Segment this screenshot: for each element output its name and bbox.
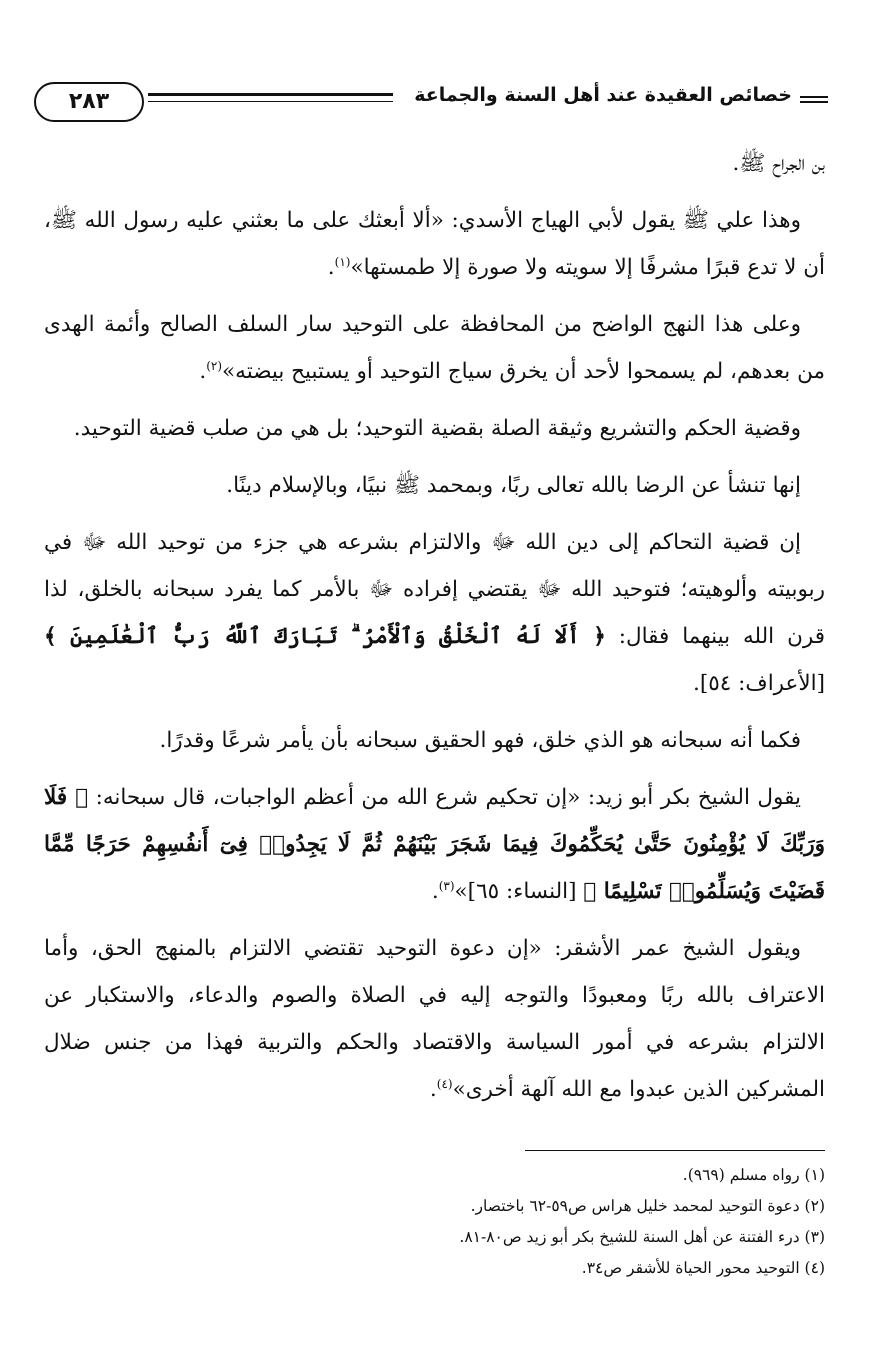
header-ornament [800,96,828,103]
paragraph-3: وعلى هذا النهج الواضح من المحافظة على التوحيد سار السلف الصالح وأئمة الهدى من بعدهم، لم يسمحوا لأحد أن يخرق سياج التوحيد أو يستبيح بيضته»$^{(٢)}$. [44,312,825,384]
paragraph-8: يقول الشيخ بكر أبو زيد: «إن تحكيم شرع الله من أعظم الواجبات، قال سبحانه: ﴿ فَلَا وَرَبِّكَ لَا يُؤْمِنُونَ حَتَّىٰ يُحَكِّمُوكَ فِيمَا شَجَرَ بَيْنَهُمْ ثُمَّ لَا يَجِدُوا۟ فِىٓ أَنفُسِهِمْ حَرَجًا مِّمَّا قَضَيْتَ وَيُسَلِّمُوا۟ تَسْلِيمًا ﴾ [النساء: ٦٥]»$^{(٣)}$. [44,785,825,904]
paragraph-2: وهذا علي ﷺ يقول لأبي الهياج الأسدي: «ألا أبعثك على ما بعثني عليه رسول الله ﷺ، أن لا تدع قبرًا مشرفًا إلا سويته ولا صورة إلا طمستها»$^{(١)}$. [44,208,825,280]
running-header [28,82,828,126]
footnote-1: (١) رواه مسلم (٩٦٩). [682,1166,825,1184]
verse-reference: [النساء: ٦٥]» [454,879,577,904]
footnotes [44,1160,825,1284]
verse-reference: [الأعراف: ٥٤]. [693,671,825,696]
header-title: خصائص العقيدة عند أهل السنة والجماعة [414,84,792,106]
quran-verse-araf: ﴿ أَلَا لَهُ ٱلْخَلْقُ وَٱلْأَمْرُ ۗ تَبَارَكَ ٱللَّهُ رَبُّ ٱلْعَٰلَمِينَ ﴾ [44,624,606,649]
paragraph-5: إنها تنشأ عن الرضا بالله تعالى ربًا، وبمحمد ﷺ نبيًا، وبالإسلام دينًا. [226,473,801,498]
footnote-ref-2: (٢) [206,358,223,373]
footnote-divider [525,1150,825,1151]
footnote-4: (٤) التوحيد محور الحياة للأشقر ص٣٤. [581,1259,825,1277]
footnote-3: (٣) درء الفتنة عن أهل السنة للشيخ بكر أبو زيد ص٨٠-٨١. [459,1228,825,1246]
footnote-ref-4: (٤) [436,1076,453,1091]
paragraph-4: وقضية الحكم والتشريع وثيقة الصلة بقضية التوحيد؛ بل هي من صلب قضية التوحيد. [73,416,801,441]
page-number: ٢٨٣ [34,82,144,122]
paragraph-9: ويقول الشيخ عمر الأشقر: «إن دعوة التوحيد تقتضي الالتزام بالمنهج الحق، وأما الاعتراف بالله ربًا ومعبودًا والتوجه إليه في الصلاة والصوم والدعاء، والاستكبار عن الالتزام بشرعه في أمور السياسة والاقتصاد والحكم والتربية فهذا من جنس ضلال المشركين الذين عبدوا مع الله آلهة أخرى»$^{(٤)}$. [44,936,825,1102]
header-rule [148,93,393,102]
footnote-ref-1: (١) [334,254,351,269]
main-text [44,140,825,1123]
quran-verse-nisa: ﴿ فَلَا وَرَبِّكَ لَا يُؤْمِنُونَ حَتَّىٰ يُحَكِّمُوكَ فِيمَا شَجَرَ بَيْنَهُمْ ثُمَّ لَا يَجِدُوا۟ فِىٓ أَنفُسِهِمْ حَرَجًا مِّمَّا قَضَيْتَ وَيُسَلِّمُوا۟ تَسْلِيمًا ﴾ [44,785,825,904]
paragraph-6: إن قضية التحاكم إلى دين الله ﷻ والالتزام بشرعه هي جزء من توحيد الله ﷻ في ربوبيته وألوهيته؛ فتوحيد الله ﷻ يقتضي إفراده ﷻ بالأمر كما يفرد سبحانه بالخلق، لذا قرن الله بينهما فقال: ﴿ أَلَا لَهُ ٱلْخَلْقُ وَٱلْأَمْرُ ۗ تَبَارَكَ ٱللَّهُ رَبُّ ٱلْعَٰلَمِينَ ﴾ [الأعراف: ٥٤]. [44,530,825,696]
paragraph-1: بن الجراح ﷺ. [732,151,825,176]
footnote-ref-3: (٣) [438,878,455,893]
footnote-2: (٢) دعوة التوحيد لمحمد خليل هراس ص٥٩-٦٢ باختصار. [470,1197,825,1215]
paragraph-7: فكما أنه سبحانه هو الذي خلق، فهو الحقيق سبحانه بأن يأمر شرعًا وقدرًا. [159,728,801,753]
